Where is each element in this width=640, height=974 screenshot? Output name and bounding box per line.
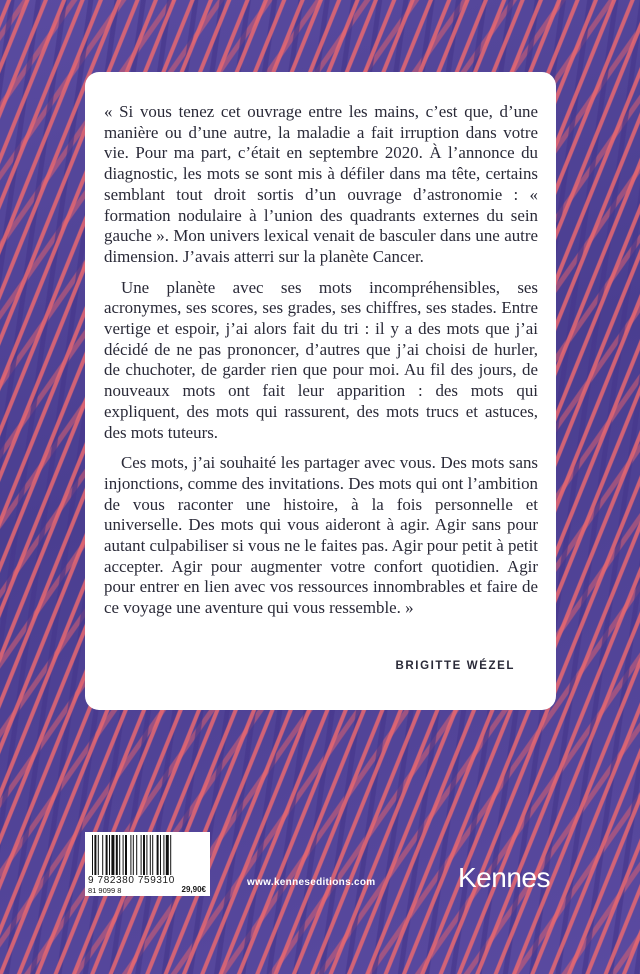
author-name: BRIGITTE WÉZEL (395, 660, 515, 672)
barcode-icon (90, 835, 205, 875)
product-code: 81 9099 8 (88, 886, 122, 895)
price-label: 29,90€ (181, 885, 206, 894)
publisher-website: www.kenneseditions.com (247, 877, 376, 888)
quote-paragraph-3: Ces mots, j’ai souhaité les partager avec vous. Des mots sans injonctions, comme des invitations. Des mots qui ont l’ambition de vous raconter une histoire, à la fois personnelle et universelle. Des mots qui vous aideront à agir. Agir sans pour autant culpabiliser si vous ne le faites pas. Agir pour petit à petit accepter. Agir pour augmenter votre confort quotidien. Agir pour entrer en lien avec vos ressources innombrables et faire de ce voyage une aventure qui vous ressemble. » (104, 453, 538, 618)
quote-paragraph-1: « Si vous tenez cet ouvrage entre les mains, c’est que, d’une manière ou d’une autre, la maladie a fait irruption dans votre vie. Pour ma part, c’était en septembre 2020. À l’annonce du diagnostic, les mots se sont mis à défiler dans ma tête, certains semblant tout droit sortis d’un ouvrage d’astronomie : « formation nodulaire à l’union des quadrants externes du sein gauche ». Mon univers lexical venait de basculer dans une autre dimension. J’avais atterri sur la planète Cancer. (104, 102, 538, 266)
quote-paragraph-2: Une planète avec ses mots incompréhensibles, ses acronymes, ses scores, ses grades, ses chiffres, ses stades. Entre vertige et espoir, j’ai alors fait du tri : il y a des mots que j’ai décidé de ne pas prononcer, d’autres que j’ai choisi de hurler, de chuchoter, de garder rien que pour moi. Au fil des jours, de nouveaux mots ont fait leur apparition : des mots qui expliquent, des mots qui rassurent, des mots trucs et astuces, des mots tuteurs. (104, 277, 538, 442)
isbn-number: 9 782380 759310 (88, 875, 175, 886)
barcode-label (85, 832, 210, 896)
quote-card (85, 72, 556, 710)
publisher-logo: Kennes (458, 862, 550, 893)
